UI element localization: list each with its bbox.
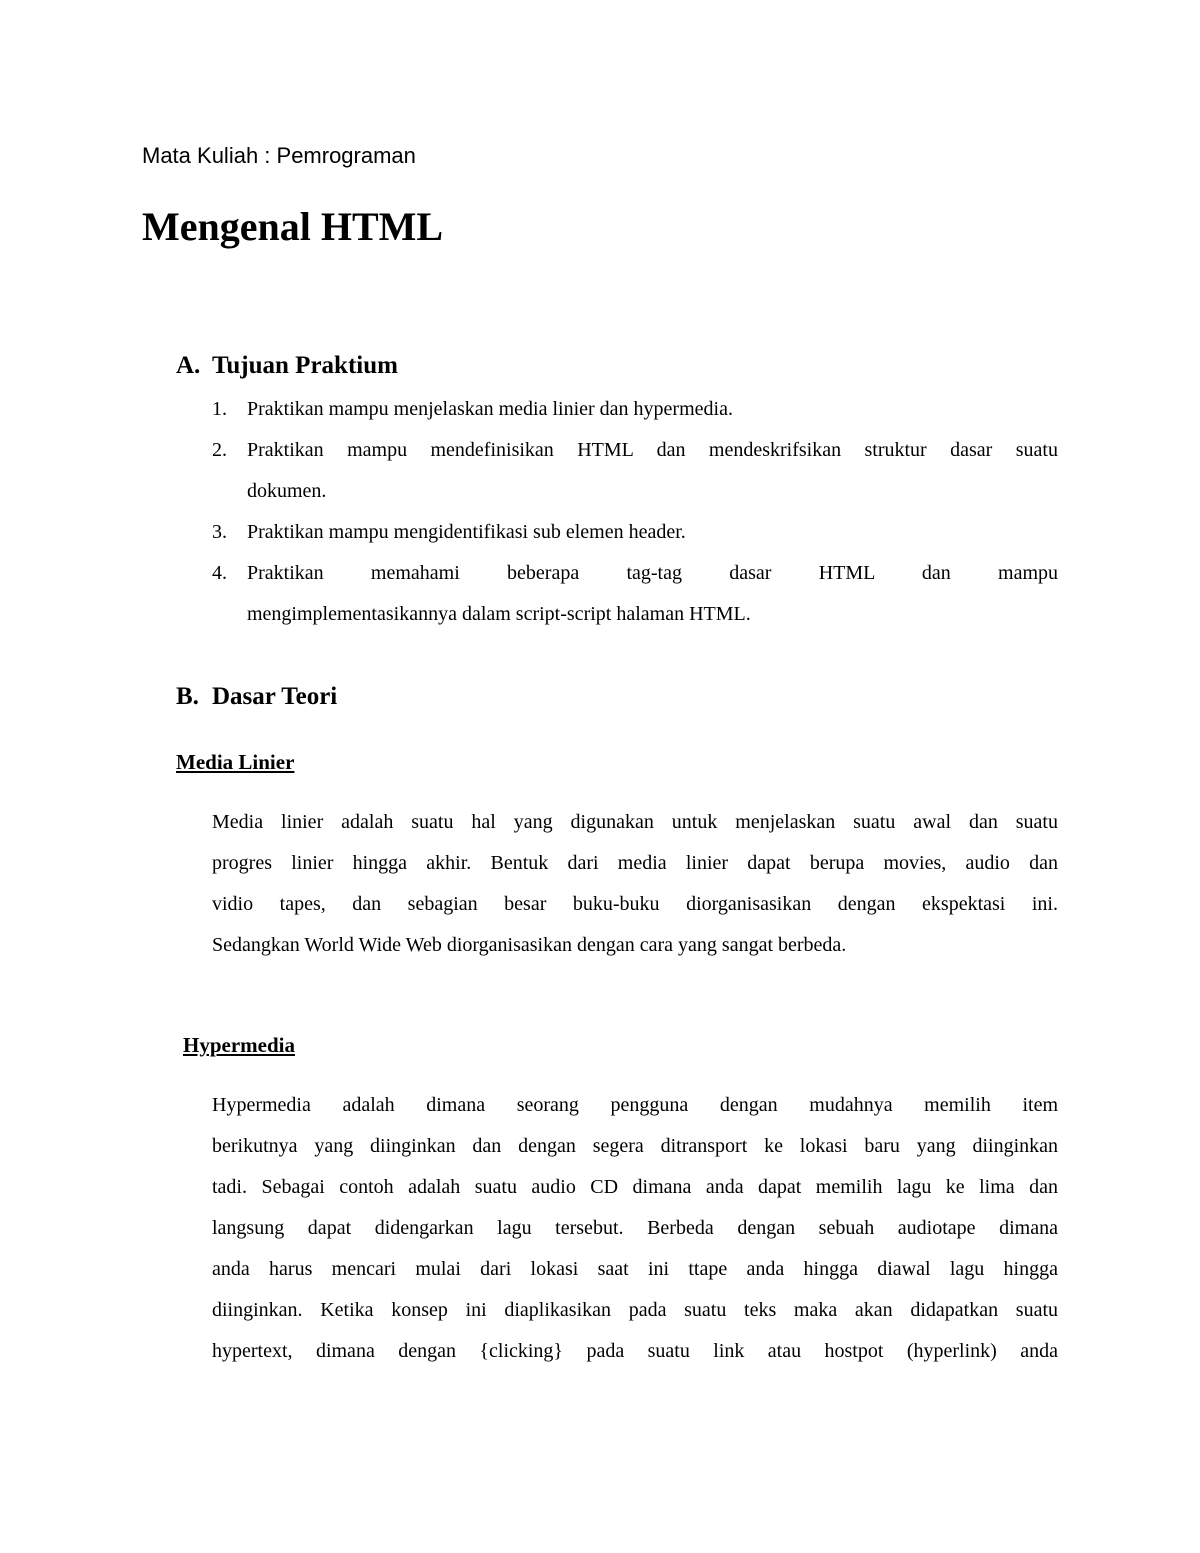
- objective-text-line: dokumen.: [247, 480, 327, 502]
- paragraph-line: Sedangkan World Wide Web diorganisasikan dengan cara yang sangat berbeda.: [212, 934, 847, 956]
- media-linier-heading: Media Linier: [176, 750, 295, 774]
- course-label: Mata Kuliah : Pemrograman: [142, 143, 416, 168]
- objective-text: Praktikan mampu mengidentifikasi sub elemen header.: [247, 521, 686, 543]
- paragraph-line: diinginkan. Ketika konsep ini diaplikasikan pada suatu teks maka akan didapatkan suatu: [212, 1299, 1058, 1321]
- paragraph-line: Media linier adalah suatu hal yang digunakan untuk menjelaskan suatu awal dan suatu: [212, 811, 1058, 833]
- objective-number: 1.: [212, 398, 227, 420]
- page-title: Mengenal HTML: [142, 204, 444, 249]
- objective-text-line: mengimplementasikannya dalam script-script halaman HTML.: [247, 603, 751, 625]
- paragraph-line: anda harus mencari mulai dari lokasi saat ini ttape anda hingga diawal lagu hingga: [212, 1258, 1058, 1280]
- objective-text: Praktikan mampu menjelaskan media linier dan hypermedia.: [247, 398, 733, 420]
- hypermedia-heading: Hypermedia: [183, 1033, 295, 1057]
- objective-text-line: Praktikan mampu mendefinisikan HTML dan mendeskrifsikan struktur dasar suatu: [247, 439, 1058, 461]
- paragraph-line: hypertext, dimana dengan {clicking} pada suatu link atau hostpot (hyperlink) anda: [212, 1340, 1058, 1362]
- objectives-list: [212, 389, 1058, 635]
- paragraph-line: tadi. Sebagai contoh adalah suatu audio CD dimana anda dapat memilih lagu ke lima dan: [212, 1176, 1058, 1198]
- objective-text-line: Praktikan memahami beberapa tag-tag dasar HTML dan mampu: [247, 562, 1058, 584]
- objective-item-2: [212, 430, 1058, 512]
- paragraph-line: Hypermedia adalah dimana seorang pengguna dengan mudahnya memilih item: [212, 1094, 1058, 1116]
- media-linier-paragraph: [212, 802, 1058, 966]
- objective-item-4: [212, 553, 1058, 635]
- section-a-letter: A.: [176, 352, 201, 379]
- paragraph-line: langsung dapat didengarkan lagu tersebut. Berbeda dengan sebuah audiotape dimana: [212, 1217, 1058, 1239]
- objective-item-3: [212, 512, 1058, 553]
- section-a-heading: [176, 349, 398, 383]
- section-b-title: Dasar Teori: [212, 683, 338, 710]
- objective-number: 3.: [212, 521, 227, 543]
- objective-item-1: [212, 389, 1058, 430]
- objective-number: 4.: [212, 562, 227, 584]
- hypermedia-paragraph: [212, 1085, 1058, 1372]
- paragraph-line: vidio tapes, dan sebagian besar buku-buku diorganisasikan dengan ekspektasi ini.: [212, 893, 1058, 915]
- paragraph-line: progres linier hingga akhir. Bentuk dari media linier dapat berupa movies, audio dan: [212, 852, 1058, 874]
- objective-number: 2.: [212, 439, 227, 461]
- section-b-heading: [176, 680, 337, 714]
- paragraph-line: berikutnya yang diinginkan dan dengan segera ditransport ke lokasi baru yang diinginkan: [212, 1135, 1058, 1157]
- section-a-title: Tujuan Praktium: [212, 352, 398, 379]
- section-b-letter: B.: [176, 683, 199, 710]
